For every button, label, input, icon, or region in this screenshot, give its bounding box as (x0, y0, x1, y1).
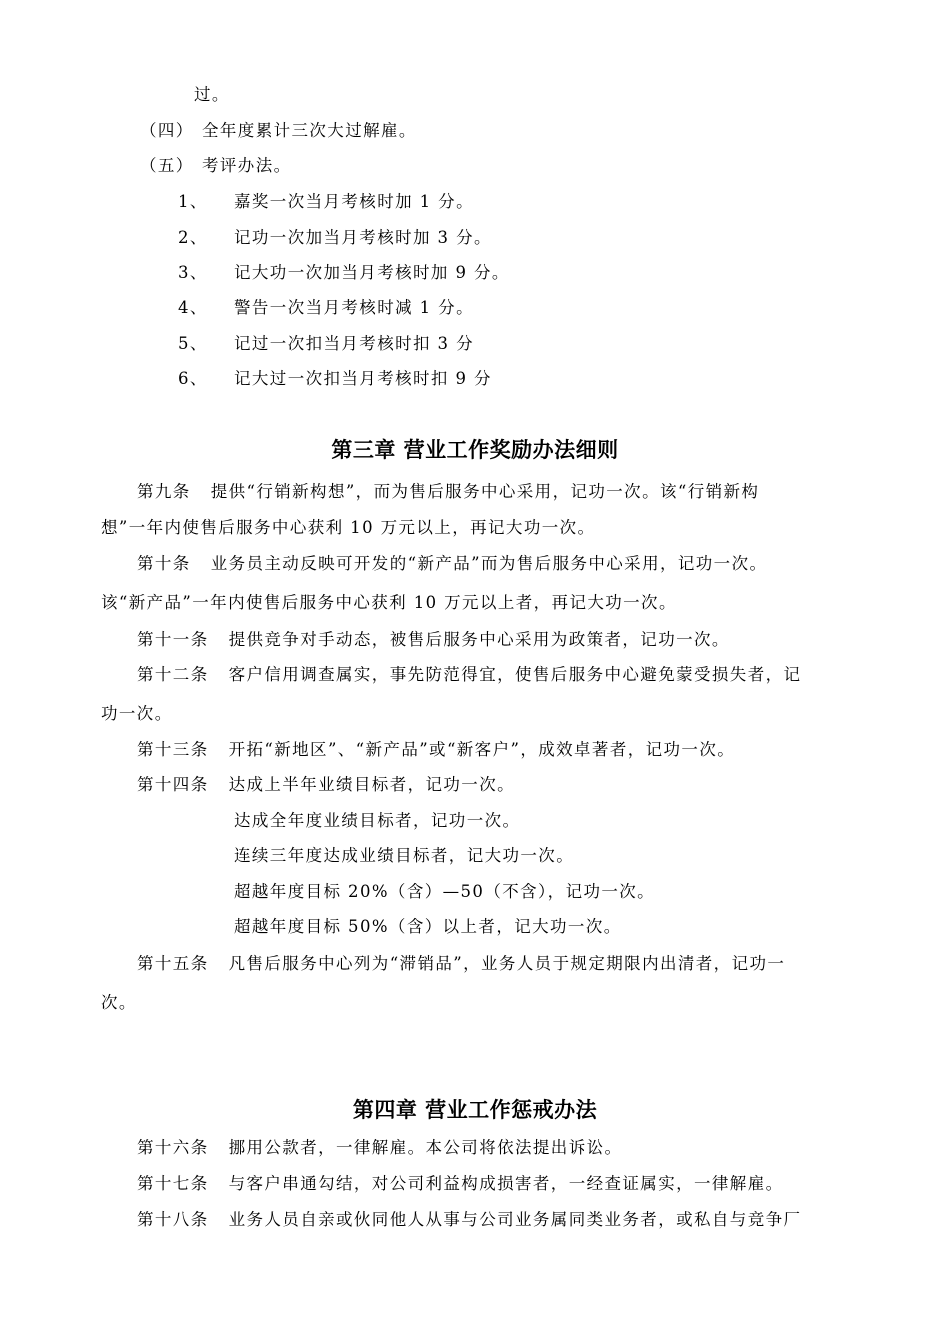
article-14-item: 达成全年度业绩目标者，记功一次。 (234, 811, 521, 830)
article-text: 与客户串通勾结，对公司利益构成损害者，一经查证属实，一律解雇。 (228, 1174, 784, 1193)
article-15-continued: 次。 (101, 993, 137, 1012)
article-12 (137, 664, 801, 686)
article-label: 第十二条 (137, 665, 209, 684)
item-number: 4、 (178, 298, 208, 317)
article-text: 客户信用调查属实，事先防范得宜，使售后服务中心避免蒙受损失者，记 (228, 665, 802, 684)
item-number: 3、 (178, 263, 208, 282)
article-14-item: 超越年度目标 20%（含）—50（不含），记功一次。 (234, 882, 656, 901)
article-11 (137, 629, 730, 651)
item-text: 全年度累计三次大过解雇。 (202, 121, 417, 140)
item-number: 5、 (178, 334, 208, 353)
item-text: 考评办法。 (202, 156, 292, 175)
chapter-4-title: 第四章 营业工作惩戒办法 (352, 1098, 598, 1122)
article-text: 挪用公款者，一律解雇。本公司将依法提出诉讼。 (228, 1138, 623, 1157)
item-text: 记功一次加当月考核时加 3 分。 (234, 228, 492, 247)
item-text: 记大功一次加当月考核时加 9 分。 (234, 263, 510, 282)
article-12-continued: 功一次。 (101, 704, 173, 723)
article-15 (137, 953, 785, 975)
article-10 (137, 553, 767, 575)
article-label: 第十七条 (137, 1174, 209, 1193)
scoring-item-1 (178, 191, 474, 213)
article-label: 第九条 (137, 482, 191, 501)
chapter-3-title: 第三章 营业工作奖励办法细则 (331, 438, 619, 462)
article-16 (137, 1137, 622, 1159)
item-label: （五） (140, 156, 194, 175)
article-label: 第十一条 (137, 630, 209, 649)
article-14-item: 连续三年度达成业绩目标者，记大功一次。 (234, 846, 575, 865)
scoring-item-3 (178, 262, 510, 284)
article-14-item: 超越年度目标 50%（含）以上者，记大功一次。 (234, 917, 622, 936)
item-text: 嘉奖一次当月考核时加 1 分。 (234, 192, 474, 211)
article-label: 第十条 (137, 554, 191, 573)
list-item (140, 120, 417, 142)
article-13 (137, 739, 735, 761)
article-label: 第十八条 (137, 1210, 209, 1229)
item-number: 1、 (178, 192, 208, 211)
item-label: （四） (140, 121, 194, 140)
item-number: 2、 (178, 228, 208, 247)
article-14 (137, 774, 515, 796)
article-text: 提供“行销新构想”，而为售后服务中心采用，记功一次。该“行销新构 (210, 482, 760, 501)
item-text: 记大过一次扣当月考核时扣 9 分 (234, 369, 492, 388)
article-label: 第十四条 (137, 775, 209, 794)
article-label: 第十五条 (137, 954, 209, 973)
article-10-continued: 该“新产品”一年内使售后服务中心获利 10 万元以上者，再记大功一次。 (101, 593, 677, 612)
item-text: 记过一次扣当月考核时扣 3 分 (234, 334, 474, 353)
scoring-item-6 (178, 368, 492, 390)
article-text: 开拓“新地区”、“新产品”或“新客户”，成效卓著者，记功一次。 (228, 740, 736, 759)
scoring-item-2 (178, 227, 492, 249)
article-text: 业务人员自亲或伙同他人从事与公司业务属同类业务者，或私自与竞争厂 (228, 1210, 802, 1229)
article-9 (137, 481, 759, 503)
article-18 (137, 1209, 801, 1231)
article-text: 凡售后服务中心列为“滞销品”，业务人员于规定期限内出清者，记功一 (228, 954, 786, 973)
scoring-item-5 (178, 333, 474, 355)
scoring-item-4 (178, 297, 474, 319)
article-label: 第十六条 (137, 1138, 209, 1157)
item-number: 6、 (178, 369, 208, 388)
article-9-continued: 想”一年内使售后服务中心获利 10 万元以上，再记大功一次。 (101, 518, 596, 537)
article-label: 第十三条 (137, 740, 209, 759)
article-text: 提供竞争对手动态，被售后服务中心采用为政策者，记功一次。 (228, 630, 730, 649)
article-17 (137, 1173, 784, 1195)
article-text: 业务员主动反映可开发的“新产品”而为售后服务中心采用，记功一次。 (210, 554, 768, 573)
list-item (140, 155, 292, 177)
item-text: 警告一次当月考核时减 1 分。 (234, 298, 474, 317)
carry-over-text: 过。 (194, 85, 230, 104)
article-text: 达成上半年业绩目标者，记功一次。 (228, 775, 516, 794)
